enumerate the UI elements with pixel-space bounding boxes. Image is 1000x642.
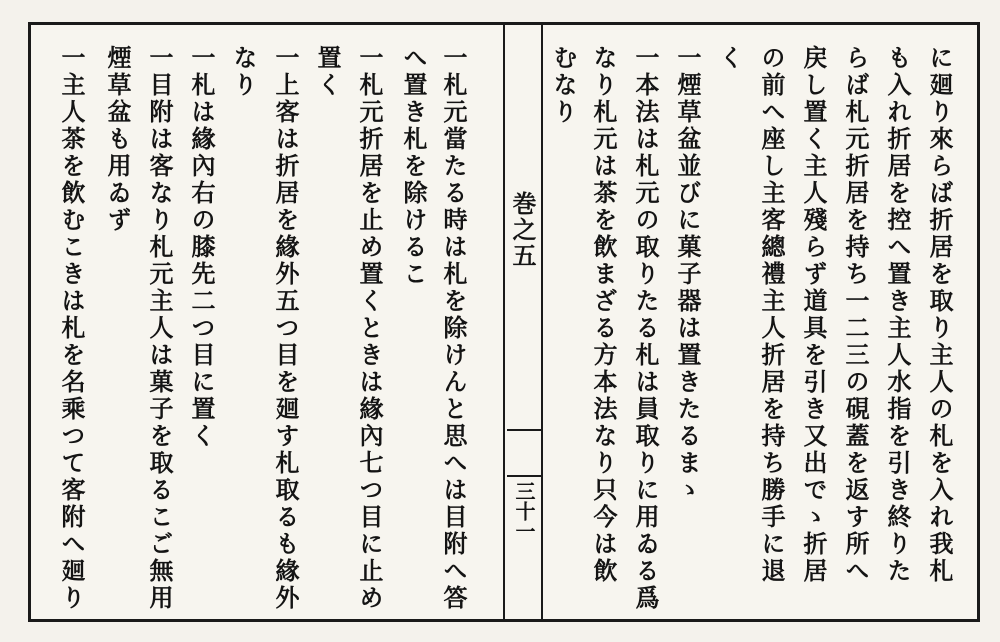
text-line: なり — [229, 45, 258, 99]
text-line: 一札元當たる時は札を除けんと思へは目附へ答 — [439, 45, 468, 612]
text-line: も入れ折居を控へ置き主人水指を引き終りた — [883, 45, 912, 585]
text-line: の前へ座し主客總禮主人折居を持ち勝手に退 — [757, 45, 786, 585]
text-line: 一煙草盆並びに菓子器は置きたるまゝ — [673, 45, 702, 504]
text-line: らば札元折居を持ち一二三の硯蓋を返す所へ — [841, 45, 870, 585]
text-line: なり札元は茶を飲まざる方本法なり只今は飲 — [589, 45, 618, 585]
gutter-line-right — [541, 25, 543, 619]
text-line: 煙草盆も用ゐず — [103, 45, 132, 234]
text-line: 一札は緣內右の膝先二つ目に置く — [187, 45, 216, 450]
book-spread — [28, 22, 980, 622]
text-line: 一本法は札元の取りたる札は員取りに用ゐる爲 — [631, 45, 660, 612]
text-line: へ置き札を除けるこ — [399, 45, 428, 288]
text-line: 一上客は折居を緣外五つ目を廻す札取るも緣外 — [271, 45, 300, 612]
text-line: 戻し置く主人殘らず道具を引き又出でゝ折居 — [799, 45, 828, 585]
text-line: く — [715, 45, 744, 72]
text-line: 一主人茶を飲むこきは札を名乘つて客附へ廻り — [57, 45, 86, 612]
text-line: 一目附は客なり札元主人は菓子を取るこご無用 — [145, 45, 174, 612]
gutter-rule-bottom — [507, 475, 541, 477]
volume-label: 巻之五 — [508, 191, 537, 269]
text-line: 一札元折居を止め置くときは緣內七つ目に止め — [355, 45, 384, 612]
page-number: 三十一 — [512, 481, 536, 541]
text-line: むなり — [549, 45, 578, 126]
gutter-line-left — [503, 25, 505, 619]
text-line: 置く — [313, 45, 342, 99]
text-line: に廻り來らば折居を取り主人の札を入れ我札 — [925, 45, 954, 585]
gutter-rule-top — [507, 429, 541, 431]
